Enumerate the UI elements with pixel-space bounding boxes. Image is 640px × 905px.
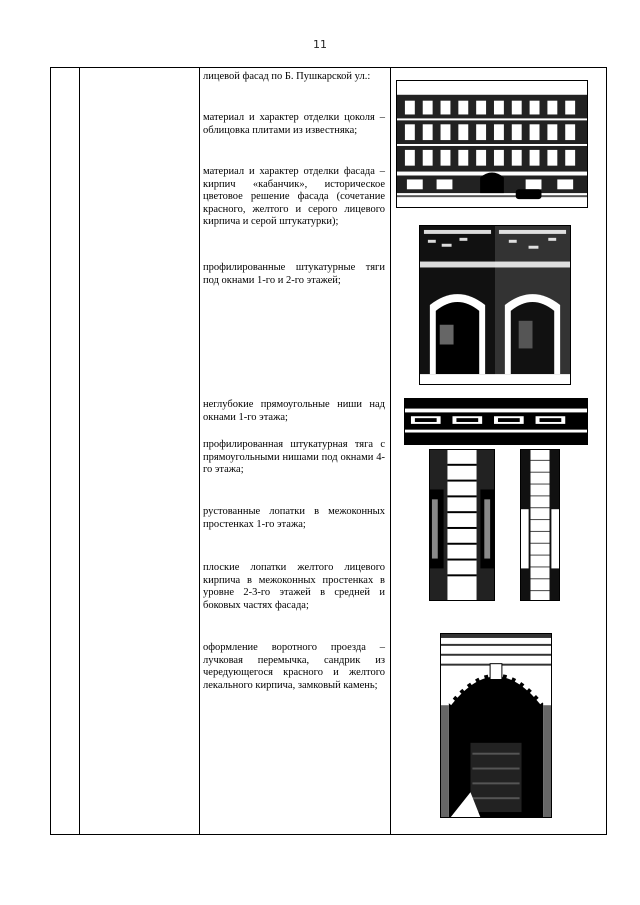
column-divider <box>79 68 80 834</box>
paragraph-niches: неглубокие прямоугольные ниши над окнами 1-го этажа; <box>203 399 385 423</box>
column-divider <box>199 68 200 834</box>
page-number: 11 <box>313 38 327 51</box>
rusticated-pilaster-photo <box>429 449 495 601</box>
cornice-niches-photo <box>404 398 588 445</box>
column-divider <box>390 68 391 834</box>
paragraph-facade: лицевой фасад по Б. Пушкарской ул.: <box>203 71 371 82</box>
paragraph-flat-pilasters: плоские лопатки желтого лицевого кирпича в межоконных простенках в уровне 2-3-го этажей в средней и боковых частях фасада; <box>203 562 385 611</box>
paragraph-rusticated-pilasters: рустованные лопатки в межоконных простенках 1-го этажа; <box>203 506 385 530</box>
paragraph-facade-finish: материал и характер отделки фасада – кирпич «кабанчик», историческое цветовое решение фасада (сочетание красного, желтого и серого лицевого кирпича и серой штукатурки); <box>203 166 385 227</box>
facade-photo <box>396 80 588 208</box>
paragraph-plinth: материал и характер отделки цоколя – облицовка плитами из известняка; <box>203 112 385 136</box>
flat-pilaster-photo <box>520 449 560 601</box>
paragraph-gateway: оформление воротного проезда – лучковая перемычка, сандрик из чередующегося красного и желтого лекального кирпича, замковый камень; <box>203 642 385 691</box>
window-cornice-photo <box>419 225 571 385</box>
paragraph-cornices: профилированные штукатурные тяги под окнами 1-го и 2-го этажей; <box>203 262 385 286</box>
paragraph-floor4-cornice: профилированная штукатурная тяга с прямоугольными нишами под окнами 4-го этажа; <box>203 439 385 475</box>
gateway-arch-photo <box>440 633 552 818</box>
